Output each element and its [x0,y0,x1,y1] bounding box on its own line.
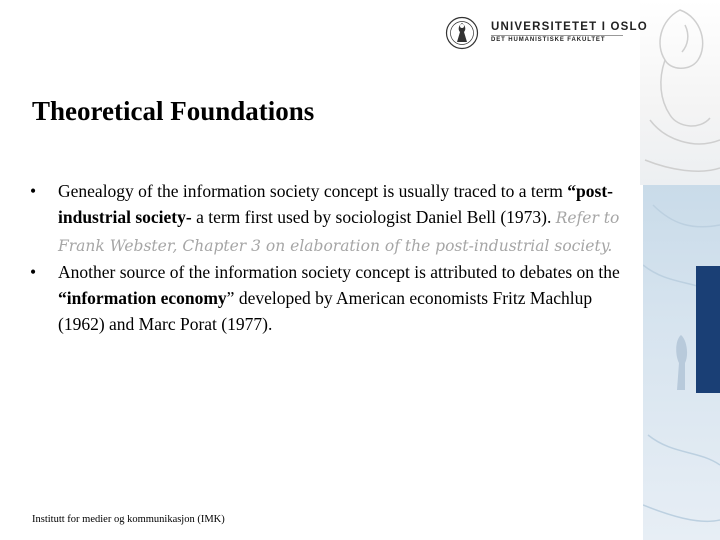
slide-title: Theoretical Foundations [32,96,315,126]
reference-note: Refer to Frank Webster, Chapter 3 on elaboration of the post-industrial society. [58,209,620,255]
bullet-item [30,178,630,259]
university-name: UNIVERSITETET I OSLO [491,21,648,33]
bullet-text: Genealogy of the information society concept is usually traced to a term [58,181,568,201]
university-seal-icon [445,16,479,50]
bullet-bold-term: “post-industrial society- [58,181,613,228]
statue-outline-icon [640,0,720,185]
footer-text: Institutt for medier og kommunikasjon (IMK) [32,514,225,525]
university-logo [445,16,648,52]
bullet-list [30,178,630,338]
accent-bar [696,266,720,393]
bullet-marker: • [30,261,37,282]
bullet-text: ” developed by American economists Fritz Machlup (1962) and Marc Porat (1977). [58,288,593,335]
logo-divider [491,35,623,36]
bullet-text: a term first used by sociologist Daniel Bell (1973). [191,207,556,228]
bullet-item [30,259,630,338]
statue-decoration [640,0,720,185]
bullet-bold-term: “information economy [58,288,227,309]
bullet-text: Another source of the information society concept is attributed to debates on the [58,261,620,282]
faculty-name: DET HUMANISTISKE FAKULTET [491,37,606,43]
bullet-marker: • [30,181,37,201]
